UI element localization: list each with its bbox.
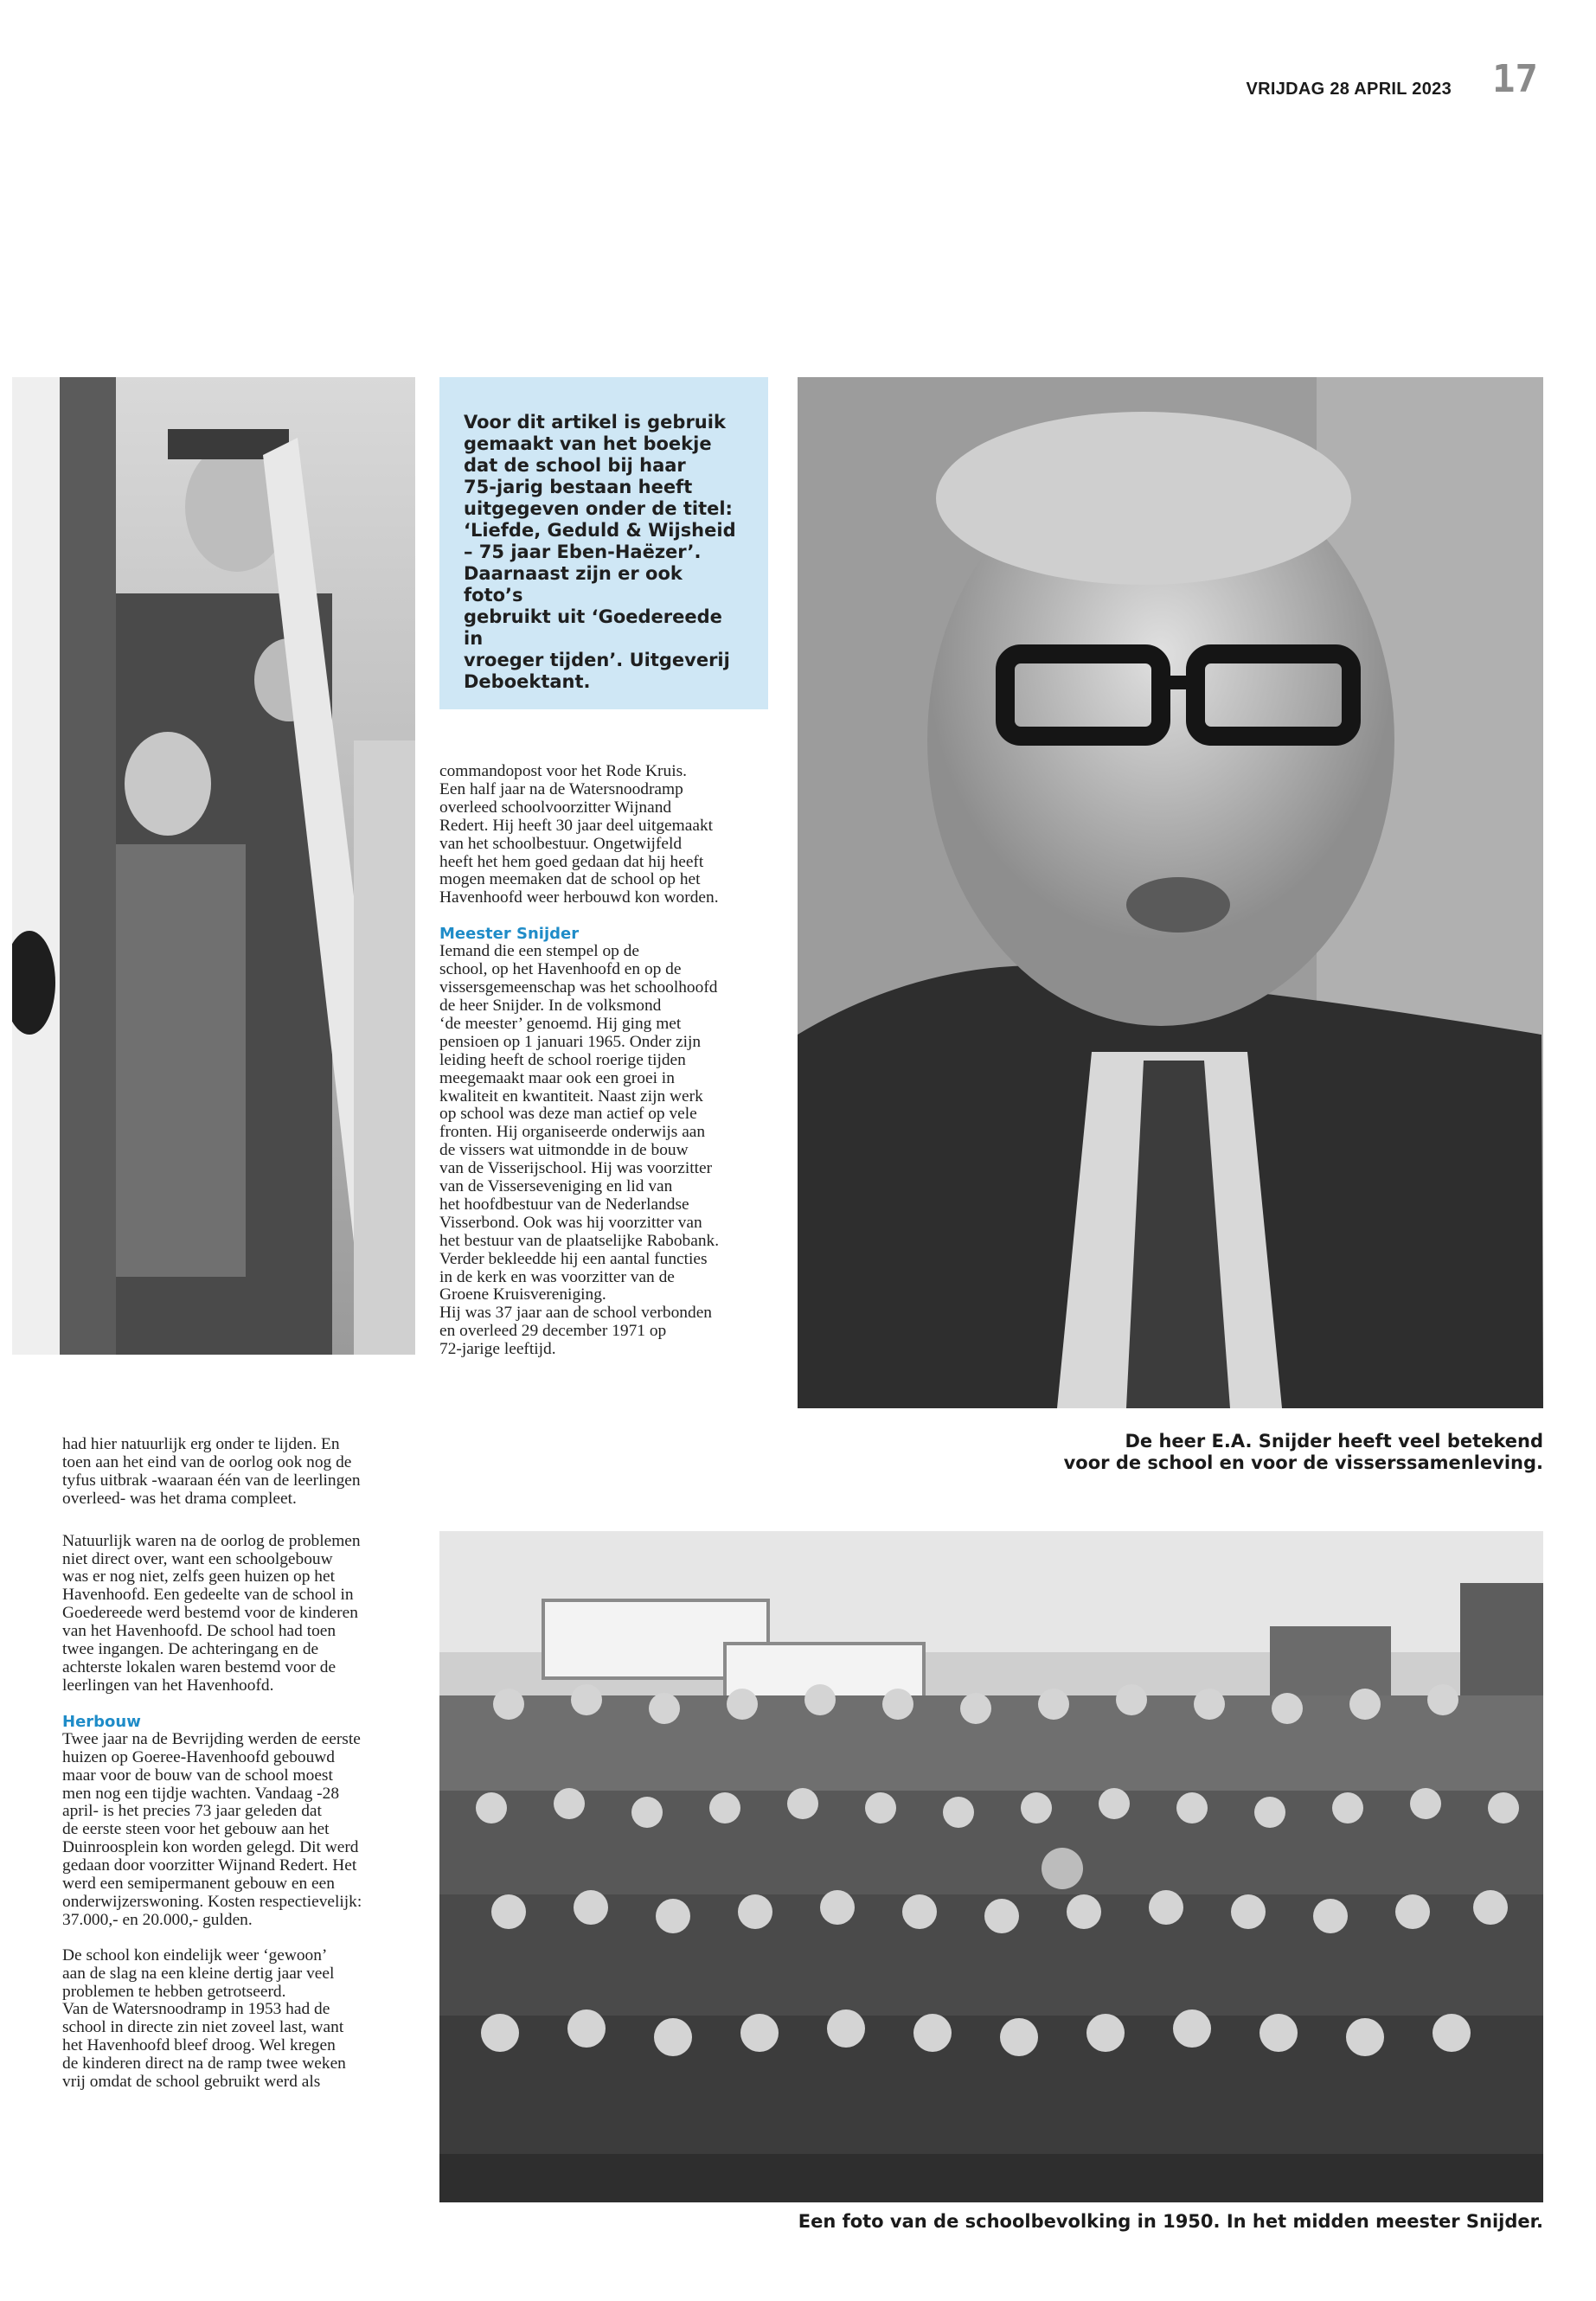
infobox-line: vroeger tijden’. Uitgeverij — [464, 650, 730, 670]
portrait-caption — [986, 1431, 1543, 1474]
text-line: 37.000,- en 20.000,- gulden. — [62, 1910, 253, 1929]
text-line: de eerste steen voor het gebouw aan het — [62, 1820, 330, 1839]
text-line: vissersgemeenschap was het schoolhoofd — [439, 978, 718, 997]
text-line: april- is het precies 73 jaar geleden dat — [62, 1802, 322, 1821]
text-line: het bestuur van de plaatselijke Rabobank. — [439, 1231, 720, 1250]
page-number: 17 — [1492, 57, 1538, 101]
text-line: maar voor de bouw van de school moest — [62, 1766, 333, 1785]
text-line: Groene Kruisvereniging. — [439, 1285, 606, 1304]
text-line: van de Visserijschool. Hij was voorzitter — [439, 1159, 713, 1178]
text-line: twee ingangen. De achteringang en de — [62, 1640, 319, 1659]
text-line: mogen meemaken dat de school op het — [439, 870, 701, 889]
infobox-line: dat de school bij haar — [464, 455, 686, 476]
text-line: tyfus uitbrak -waaraan één van de leerlingen — [62, 1471, 361, 1490]
infobox-line: – 75 jaar Eben-Haëzer’. — [464, 542, 702, 562]
text-line: achterste lokalen waren bestemd voor de — [62, 1657, 337, 1676]
text-line: en overleed 29 december 1971 op — [439, 1322, 667, 1341]
text-line: 72-jarige leeftijd. — [439, 1340, 556, 1359]
children-doorway-photo — [12, 377, 415, 1355]
caption-line: De heer E.A. Snijder heeft veel betekend — [1125, 1431, 1543, 1452]
text-line: Duinroosplein kon worden gelegd. Dit werd — [62, 1838, 359, 1857]
infobox-line: Daarnaast zijn er ook foto’s — [464, 563, 683, 606]
class-photo-1950 — [439, 1531, 1543, 2202]
source-infobox — [439, 377, 768, 709]
text-line: op school was deze man actief op vele — [439, 1105, 697, 1124]
text-line: was er nog niet, zelfs geen huizen op het — [62, 1567, 335, 1586]
infobox-line: gebruikt uit ‘Goedereede in — [464, 606, 722, 649]
text-line: commandopost voor het Rode Kruis. — [439, 762, 687, 780]
text-line: Een half jaar na de Watersnoodramp — [439, 779, 683, 798]
text-line: leiding heeft de school roerige tijden — [439, 1050, 686, 1069]
text-line: het hoofdbestuur van de Nederlandse — [439, 1195, 689, 1214]
text-line: toen aan het eind van de oorlog ook nog de — [62, 1452, 352, 1471]
text-line: overleed- was het drama compleet. — [62, 1489, 297, 1508]
text-line: ‘de meester’ genoemd. Hij ging met — [439, 1014, 682, 1033]
text-line: van de Visserseveniging en lid van — [439, 1177, 673, 1196]
text-line: vrij omdat de school gebruikt werd als — [62, 2073, 321, 2092]
text-line: de kinderen direct na de ramp twee weken — [62, 2054, 346, 2073]
text-line: niet direct over, want een schoolgebouw — [62, 1549, 333, 1568]
text-line: onderwijzerswoning. Kosten respectievelijk: — [62, 1892, 362, 1911]
text-line: gedaan door voorzitter Wijnand Redert. Het — [62, 1856, 357, 1875]
caption-line: voor de school en voor de visserssamenleving. — [1063, 1452, 1543, 1473]
text-line: in de kerk en was voorzitter van de — [439, 1267, 675, 1286]
text-line: school in directe zin niet zoveel last, want — [62, 2018, 344, 2037]
text-line: overleed schoolvoorzitter Wijnand — [439, 798, 672, 817]
issue-date: VRIJDAG 28 APRIL 2023 — [1246, 80, 1452, 99]
text-line: De school kon eindelijk weer ‘gewoon’ — [62, 1945, 328, 1965]
infobox-line: 75-jarig bestaan heeft — [464, 477, 693, 497]
text-line: huizen op Goeree-Havenhoofd gebouwd — [62, 1747, 335, 1766]
text-line: het Havenhoofd bleef droog. Wel kregen — [62, 2036, 336, 2055]
text-line: men nog een tijdje wachten. Vandaag -28 — [62, 1784, 340, 1803]
text-line: van het schoolbestuur. Ongetwijfeld — [439, 834, 683, 853]
text-line: Twee jaar na de Bevrijding werden de eerste — [62, 1729, 361, 1748]
text-line: fronten. Hij organiseerde onderwijs aan — [439, 1123, 706, 1142]
text-line: meegemaakt maar ook een groei in — [439, 1068, 675, 1087]
text-line: heeft het hem goed gedaan dat hij heeft — [439, 852, 704, 871]
text-line: Goedereede werd bestemd voor de kinderen — [62, 1604, 358, 1623]
text-line: van het Havenhoofd. De school had toen — [62, 1622, 337, 1641]
text-line: problemen te hebben getrotseerd. — [62, 1982, 286, 2001]
infobox-line: uitgegeven onder de titel: — [464, 498, 733, 519]
text-line: school, op het Havenhoofd en op de — [439, 960, 682, 979]
text-line: Hij was 37 jaar aan de school verbonden — [439, 1304, 712, 1323]
text-line: Havenhoofd weer herbouwd kon worden. — [439, 888, 719, 907]
subhead-meester-snijder: Meester Snijder — [439, 925, 580, 944]
text-line: Verder bekleedde hij een aantal functies — [439, 1249, 708, 1268]
text-line: Van de Watersnoodramp in 1953 had de — [62, 2000, 330, 2019]
text-line: werd een semipermanent gebouw en een — [62, 1875, 335, 1894]
infobox-line: gemaakt van het boekje — [464, 433, 712, 454]
text-line: Iemand die een stempel op de — [439, 942, 639, 961]
text-line: pensioen op 1 januari 1965. Onder zijn — [439, 1032, 702, 1051]
text-line: leerlingen van het Havenhoofd. — [62, 1676, 274, 1695]
class-photo-caption: Een foto van de schoolbevolking in 1950. In het midden meester Snijder. — [798, 2211, 1543, 2232]
text-line: de vissers wat uitmondde in de bouw — [439, 1141, 689, 1160]
text-line: aan de slag na een kleine dertig jaar veel — [62, 1964, 335, 1983]
text-line: de heer Snijder. In de volksmond — [439, 996, 662, 1015]
infobox-line: Deboektant. — [464, 671, 591, 692]
infobox-line: ‘Liefde, Geduld & Wijsheid — [464, 520, 736, 541]
text-line: Visserbond. Ook was hij voorzitter van — [439, 1213, 702, 1232]
left-column — [62, 1436, 426, 2092]
middle-column — [439, 763, 785, 1359]
text-line: kwaliteit en kwantiteit. Naast zijn werk — [439, 1086, 703, 1106]
text-line: had hier natuurlijk erg onder te lijden. En — [62, 1435, 340, 1453]
text-line: Natuurlijk waren na de oorlog de problemen — [62, 1531, 361, 1550]
subhead-herbouw: Herbouw — [62, 1712, 141, 1731]
portrait-snijder-photo — [798, 377, 1543, 1408]
infobox-line: Voor dit artikel is gebruik — [464, 412, 726, 433]
text-line: Havenhoofd. Een gedeelte van de school in — [62, 1586, 354, 1605]
text-line: Redert. Hij heeft 30 jaar deel uitgemaakt — [439, 816, 714, 835]
